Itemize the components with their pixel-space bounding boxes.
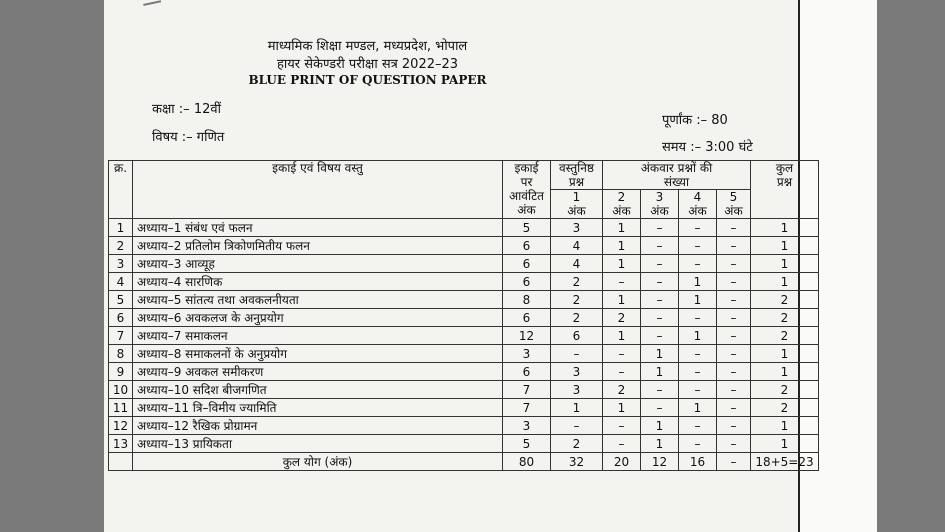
objective-cell: 2 <box>551 291 603 309</box>
subheader-unit: अंक <box>724 204 743 218</box>
weightage-cell: 6 <box>503 237 551 255</box>
five-mark-cell: – <box>717 417 751 435</box>
objective-header-line: प्रश्न <box>568 175 585 189</box>
topic-cell: अध्याय–7 समाकलन <box>133 327 503 345</box>
objective-cell: 2 <box>551 309 603 327</box>
weightage-cell: 5 <box>503 219 551 237</box>
sno-header: क्र. <box>109 161 133 219</box>
topic-cell: अध्याय–6 अवकलज के अनुप्रयोग <box>133 309 503 327</box>
five-mark-cell: – <box>717 399 751 417</box>
weightage-cell: 8 <box>503 291 551 309</box>
four-mark-cell: – <box>679 219 717 237</box>
two-mark-cell: – <box>603 363 641 381</box>
three-mark-cell: – <box>641 381 679 399</box>
total-row <box>109 453 819 471</box>
three-mark-cell: – <box>641 219 679 237</box>
two-mark-cell: 1 <box>603 237 641 255</box>
subheader-value: 1 <box>572 190 581 204</box>
topic-cell: अध्याय–1 संबंध एवं फलन <box>133 219 503 237</box>
table-row <box>109 309 819 327</box>
five-mark-cell: – <box>717 255 751 273</box>
weightage-cell: 5 <box>503 435 551 453</box>
two-mark-cell: – <box>603 435 641 453</box>
total-objective: 32 <box>551 453 603 471</box>
total-2-mark: 20 <box>603 453 641 471</box>
weightage-cell: 6 <box>503 255 551 273</box>
right-background <box>877 0 945 532</box>
four-mark-cell: – <box>679 309 717 327</box>
four-mark-cell: – <box>679 345 717 363</box>
total-cell: 2 <box>751 327 819 345</box>
table-row <box>109 237 819 255</box>
three-mark-cell: – <box>641 273 679 291</box>
weightage-header <box>503 161 551 219</box>
objective-header-line: वस्तुनिष्ठ <box>558 161 595 175</box>
document-title: BLUE PRINT OF QUESTION PAPER <box>248 73 487 87</box>
sno-cell: 2 <box>109 237 133 255</box>
objective-header <box>551 161 603 190</box>
total-4-mark: 16 <box>679 453 717 471</box>
sno-cell: 10 <box>109 381 133 399</box>
weightage-cell: 3 <box>503 345 551 363</box>
four-mark-cell: – <box>679 255 717 273</box>
subheader-unit: अंक <box>612 204 631 218</box>
sno-cell: 4 <box>109 273 133 291</box>
objective-cell: 3 <box>551 219 603 237</box>
five-mark-cell: – <box>717 309 751 327</box>
sno-cell: 8 <box>109 345 133 363</box>
two-mark-cell: 1 <box>603 255 641 273</box>
subheader-2-mark <box>603 190 641 219</box>
three-mark-cell: – <box>641 327 679 345</box>
four-mark-cell: – <box>679 381 717 399</box>
table-row <box>109 345 819 363</box>
total-header <box>751 161 819 219</box>
three-mark-cell: – <box>641 237 679 255</box>
four-mark-cell: 1 <box>679 291 717 309</box>
objective-cell: 4 <box>551 237 603 255</box>
five-mark-cell: – <box>717 219 751 237</box>
sno-cell: 12 <box>109 417 133 435</box>
five-mark-cell: – <box>717 291 751 309</box>
sno-cell: 7 <box>109 327 133 345</box>
five-mark-cell: – <box>717 237 751 255</box>
exam-session: हायर सेकेण्डरी परीक्षा सत्र 2022–23 <box>276 57 459 72</box>
five-mark-cell: – <box>717 363 751 381</box>
two-mark-cell: 1 <box>603 327 641 345</box>
total-cell: 1 <box>751 435 819 453</box>
three-mark-cell: – <box>641 255 679 273</box>
subheader-4-mark <box>679 190 717 219</box>
topic-cell: अध्याय–11 त्रि–विमीय ज्यामिति <box>133 399 503 417</box>
topic-cell: अध्याय–5 सांतत्य तथा अवकलनीयता <box>133 291 503 309</box>
weightage-header-line: अंक <box>517 203 536 217</box>
five-mark-cell: – <box>717 327 751 345</box>
subheader-3-mark <box>641 190 679 219</box>
three-mark-cell: 1 <box>641 435 679 453</box>
table-row <box>109 255 819 273</box>
table-row <box>109 273 819 291</box>
objective-cell: 4 <box>551 255 603 273</box>
weightage-cell: 3 <box>503 417 551 435</box>
weightage-cell: 12 <box>503 327 551 345</box>
sno-cell: 9 <box>109 363 133 381</box>
objective-cell: – <box>551 345 603 363</box>
total-cell: 1 <box>751 417 819 435</box>
pen-mark <box>143 0 163 14</box>
markwise-header-line: संख्या <box>663 175 690 189</box>
table-header-row <box>109 161 819 190</box>
blueprint-table <box>108 160 819 471</box>
weightage-cell: 6 <box>503 273 551 291</box>
five-mark-cell: – <box>717 435 751 453</box>
grand-total: 18+5=23 <box>751 453 819 471</box>
subheader-unit: अंक <box>567 204 586 218</box>
total-row-label: कुल योग (अंक) <box>133 453 503 471</box>
weightage-header-line: आवंटित <box>509 189 544 203</box>
weightage-cell: 7 <box>503 399 551 417</box>
four-mark-cell: – <box>679 417 717 435</box>
markwise-header-line: अंकवार प्रश्नों की <box>640 161 713 175</box>
total-cell: 1 <box>751 237 819 255</box>
two-mark-cell: 1 <box>603 291 641 309</box>
max-marks-label: पूर्णांक :– 80 <box>662 113 728 128</box>
three-mark-cell: 1 <box>641 345 679 363</box>
four-mark-cell: – <box>679 435 717 453</box>
five-mark-cell: – <box>717 345 751 363</box>
subheader-value: 4 <box>693 190 702 204</box>
four-mark-cell: – <box>679 237 717 255</box>
total-row-blank <box>109 453 133 471</box>
objective-cell: 3 <box>551 381 603 399</box>
two-mark-cell: – <box>603 273 641 291</box>
total-cell: 2 <box>751 381 819 399</box>
four-mark-cell: 1 <box>679 273 717 291</box>
two-mark-cell: 1 <box>603 399 641 417</box>
topic-cell: अध्याय–2 प्रतिलोम त्रिकोणमितीय फलन <box>133 237 503 255</box>
three-mark-cell: – <box>641 309 679 327</box>
topic-header: इकाई एवं विषय वस्तु <box>133 161 503 219</box>
total-cell: 1 <box>751 273 819 291</box>
weightage-header-line: पर <box>520 175 533 189</box>
sno-cell: 13 <box>109 435 133 453</box>
subject-label: विषय :– गणित <box>152 130 225 145</box>
table-row <box>109 363 819 381</box>
time-label: समय :– 3:00 घंटे <box>662 140 753 155</box>
objective-cell: 1 <box>551 399 603 417</box>
total-cell: 1 <box>751 255 819 273</box>
subheader-5-mark <box>717 190 751 219</box>
three-mark-cell: 1 <box>641 417 679 435</box>
subheader-value: 2 <box>617 190 626 204</box>
weightage-cell: 6 <box>503 309 551 327</box>
weightage-header-line: इकाई <box>514 161 539 175</box>
two-mark-cell: 1 <box>603 219 641 237</box>
sno-cell: 11 <box>109 399 133 417</box>
two-mark-cell: – <box>603 417 641 435</box>
table-row <box>109 219 819 237</box>
objective-cell: 6 <box>551 327 603 345</box>
topic-cell: अध्याय–9 अवकल समीकरण <box>133 363 503 381</box>
objective-cell: 3 <box>551 363 603 381</box>
total-weightage: 80 <box>503 453 551 471</box>
topic-cell: अध्याय–12 रैखिक प्रोग्रामन <box>133 417 503 435</box>
topic-cell: अध्याय–3 आव्यूह <box>133 255 503 273</box>
weightage-cell: 6 <box>503 363 551 381</box>
table-row <box>109 381 819 399</box>
weightage-cell: 7 <box>503 381 551 399</box>
subheader-unit: अंक <box>650 204 669 218</box>
objective-cell: 2 <box>551 435 603 453</box>
subheader-value: 3 <box>655 190 664 204</box>
subheader-unit: अंक <box>688 204 707 218</box>
table-row <box>109 435 819 453</box>
board-name: माध्यमिक शिक्षा मण्डल, मध्यप्रदेश, भोपाल <box>267 39 468 54</box>
sno-cell: 3 <box>109 255 133 273</box>
total-cell: 2 <box>751 291 819 309</box>
two-mark-cell: 2 <box>603 381 641 399</box>
subheader-1-mark <box>551 190 603 219</box>
total-cell: 2 <box>751 399 819 417</box>
total-3-mark: 12 <box>641 453 679 471</box>
sno-cell: 5 <box>109 291 133 309</box>
table-row <box>109 399 819 417</box>
table-row <box>109 417 819 435</box>
total-header-line: कुल <box>775 161 794 175</box>
total-cell: 1 <box>751 363 819 381</box>
markwise-header <box>603 161 751 190</box>
topic-cell: अध्याय–4 सारणिक <box>133 273 503 291</box>
topic-cell: अध्याय–13 प्रायिकता <box>133 435 503 453</box>
objective-cell: 2 <box>551 273 603 291</box>
total-cell: 1 <box>751 345 819 363</box>
table-row <box>109 327 819 345</box>
total-cell: 2 <box>751 309 819 327</box>
three-mark-cell: – <box>641 291 679 309</box>
total-cell: 1 <box>751 219 819 237</box>
class-label: कक्षा :– 12वीं <box>152 102 221 117</box>
four-mark-cell: 1 <box>679 327 717 345</box>
four-mark-cell: 1 <box>679 399 717 417</box>
topic-cell: अध्याय–10 सदिश बीजगणित <box>133 381 503 399</box>
three-mark-cell: – <box>641 399 679 417</box>
total-5-mark: – <box>717 453 751 471</box>
subheader-value: 5 <box>729 190 738 204</box>
five-mark-cell: – <box>717 273 751 291</box>
two-mark-cell: – <box>603 345 641 363</box>
five-mark-cell: – <box>717 381 751 399</box>
table-row <box>109 291 819 309</box>
two-mark-cell: 2 <box>603 309 641 327</box>
topic-cell: अध्याय–8 समाकलनों के अनुप्रयोग <box>133 345 503 363</box>
sno-cell: 1 <box>109 219 133 237</box>
objective-cell: – <box>551 417 603 435</box>
total-header-line: प्रश्न <box>776 175 793 189</box>
four-mark-cell: – <box>679 363 717 381</box>
three-mark-cell: 1 <box>641 363 679 381</box>
sno-cell: 6 <box>109 309 133 327</box>
